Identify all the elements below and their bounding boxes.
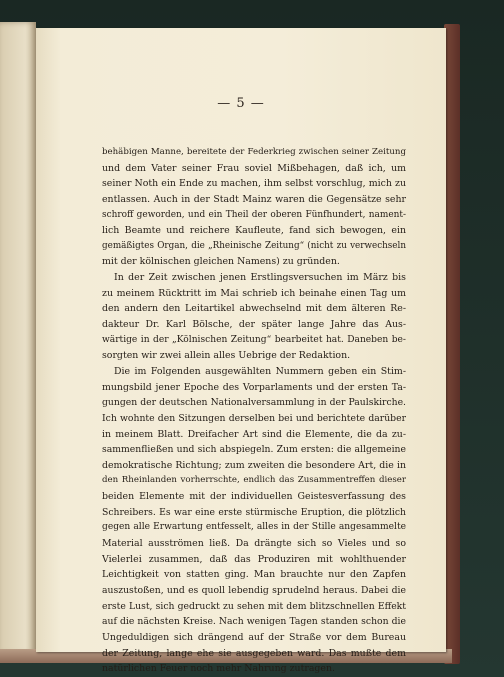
body-text bbox=[102, 145, 406, 677]
page-number: — 5 — bbox=[217, 96, 265, 111]
text-line: Ungeduldigen sich drängend auf der Straße vor dem Bureau bbox=[102, 631, 406, 643]
text-line: gegen alle Erwartung entfesselt, alles in der Stille angesammelte bbox=[102, 522, 406, 533]
text-line: sorgten wir zwei allein alles Uebrige der Redaktion. bbox=[102, 350, 351, 362]
text-line: dakteur Dr. Karl Bölsche, der später lange Jahre das Aus- bbox=[102, 319, 406, 331]
book-cover-edge bbox=[444, 24, 460, 664]
text-line: Vielerlei zusammen, daß das Produziren mit wohlthuender bbox=[102, 553, 406, 565]
book-page bbox=[36, 28, 446, 675]
text-line: mungsbild jener Epoche des Vorparlaments und der ersten Ta- bbox=[102, 381, 406, 393]
text-line: schroff geworden, und ein Theil der oberen Fünfhundert, nament- bbox=[102, 209, 406, 220]
text-line: auf die nächsten Kreise. Nach wenigen Tagen standen schon die bbox=[102, 616, 406, 628]
text-line: Schreibers. Es war eine erste stürmische Eruption, die plötzlich bbox=[102, 506, 406, 518]
text-line: sammenfließen und sich abspiegeln. Zum ersten: die allgemeine bbox=[102, 444, 406, 456]
text-line: zu meinem Rücktritt im Mai schrieb ich beinahe einen Tag um bbox=[102, 287, 406, 299]
text-line: den andern den Leitartikel abwechselnd mit dem älteren Re- bbox=[102, 303, 406, 315]
text-line: Leichtigkeit von statten ging. Man brauchte nur den Zapfen bbox=[102, 569, 406, 581]
text-line: In der Zeit zwischen jenen Erstlingsversuchen im März bis bbox=[114, 272, 406, 284]
text-line: wärtige in der „Kölnischen Zeitung“ bearbeitet hat. Daneben be- bbox=[102, 334, 406, 345]
text-line: behäbigen Manne, bereitete der Federkrieg zwischen seiner Zeitung bbox=[102, 147, 406, 157]
text-line: den Rheinlanden vorherrschte, endlich das Zusammentreffen dieser bbox=[102, 475, 406, 486]
text-line: gemäßigtes Organ, die „Rheinische Zeitung“ (nicht zu verwechseln bbox=[102, 240, 406, 251]
text-line: in meinem Blatt. Dreifacher Art sind die Elemente, die da zu- bbox=[102, 428, 406, 440]
text-line: seiner Noth ein Ende zu machen, ihm selbst vorschlug, mich zu bbox=[102, 178, 406, 190]
text-line: auszustoßen, und es quoll lebendig sprudelnd heraus. Dabei die bbox=[102, 584, 406, 596]
text-line: und dem Vater seiner Frau soviel Mißbehagen, daß ich, um bbox=[102, 162, 406, 174]
text-line: lich Beamte und reichere Kaufleute, fand sich bewogen, ein bbox=[102, 225, 406, 237]
text-line: Ich wohnte den Sitzungen derselben bei und berichtete darüber bbox=[102, 412, 406, 424]
text-line: Material ausströmen ließ. Da drängte sich so Vieles und so bbox=[102, 538, 406, 550]
text-line: gungen der deutschen Nationalversammlung in der Paulskirche. bbox=[102, 397, 406, 409]
text-line: der Zeitung, lange ehe sie ausgegeben ward. Das mußte dem bbox=[102, 647, 406, 659]
text-line: erste Lust, sich gedruckt zu sehen mit dem blitzschnellen Effekt bbox=[102, 600, 406, 612]
previous-page-edge bbox=[0, 22, 36, 654]
text-line: Die im Folgenden ausgewählten Nummern geben ein Stim- bbox=[114, 365, 406, 377]
text-line: demokratische Richtung; zum zweiten die besondere Art, die in bbox=[102, 459, 406, 471]
text-line: natürlichen Feuer noch mehr Nahrung zutragen. bbox=[102, 663, 335, 675]
text-line: entlassen. Auch in der Stadt Mainz waren die Gegensätze sehr bbox=[102, 193, 406, 205]
text-line: beiden Elemente mit der individuellen Geistesverfassung des bbox=[102, 491, 406, 503]
text-line: mit der kölnischen gleichen Namens) zu gründen. bbox=[102, 256, 340, 268]
